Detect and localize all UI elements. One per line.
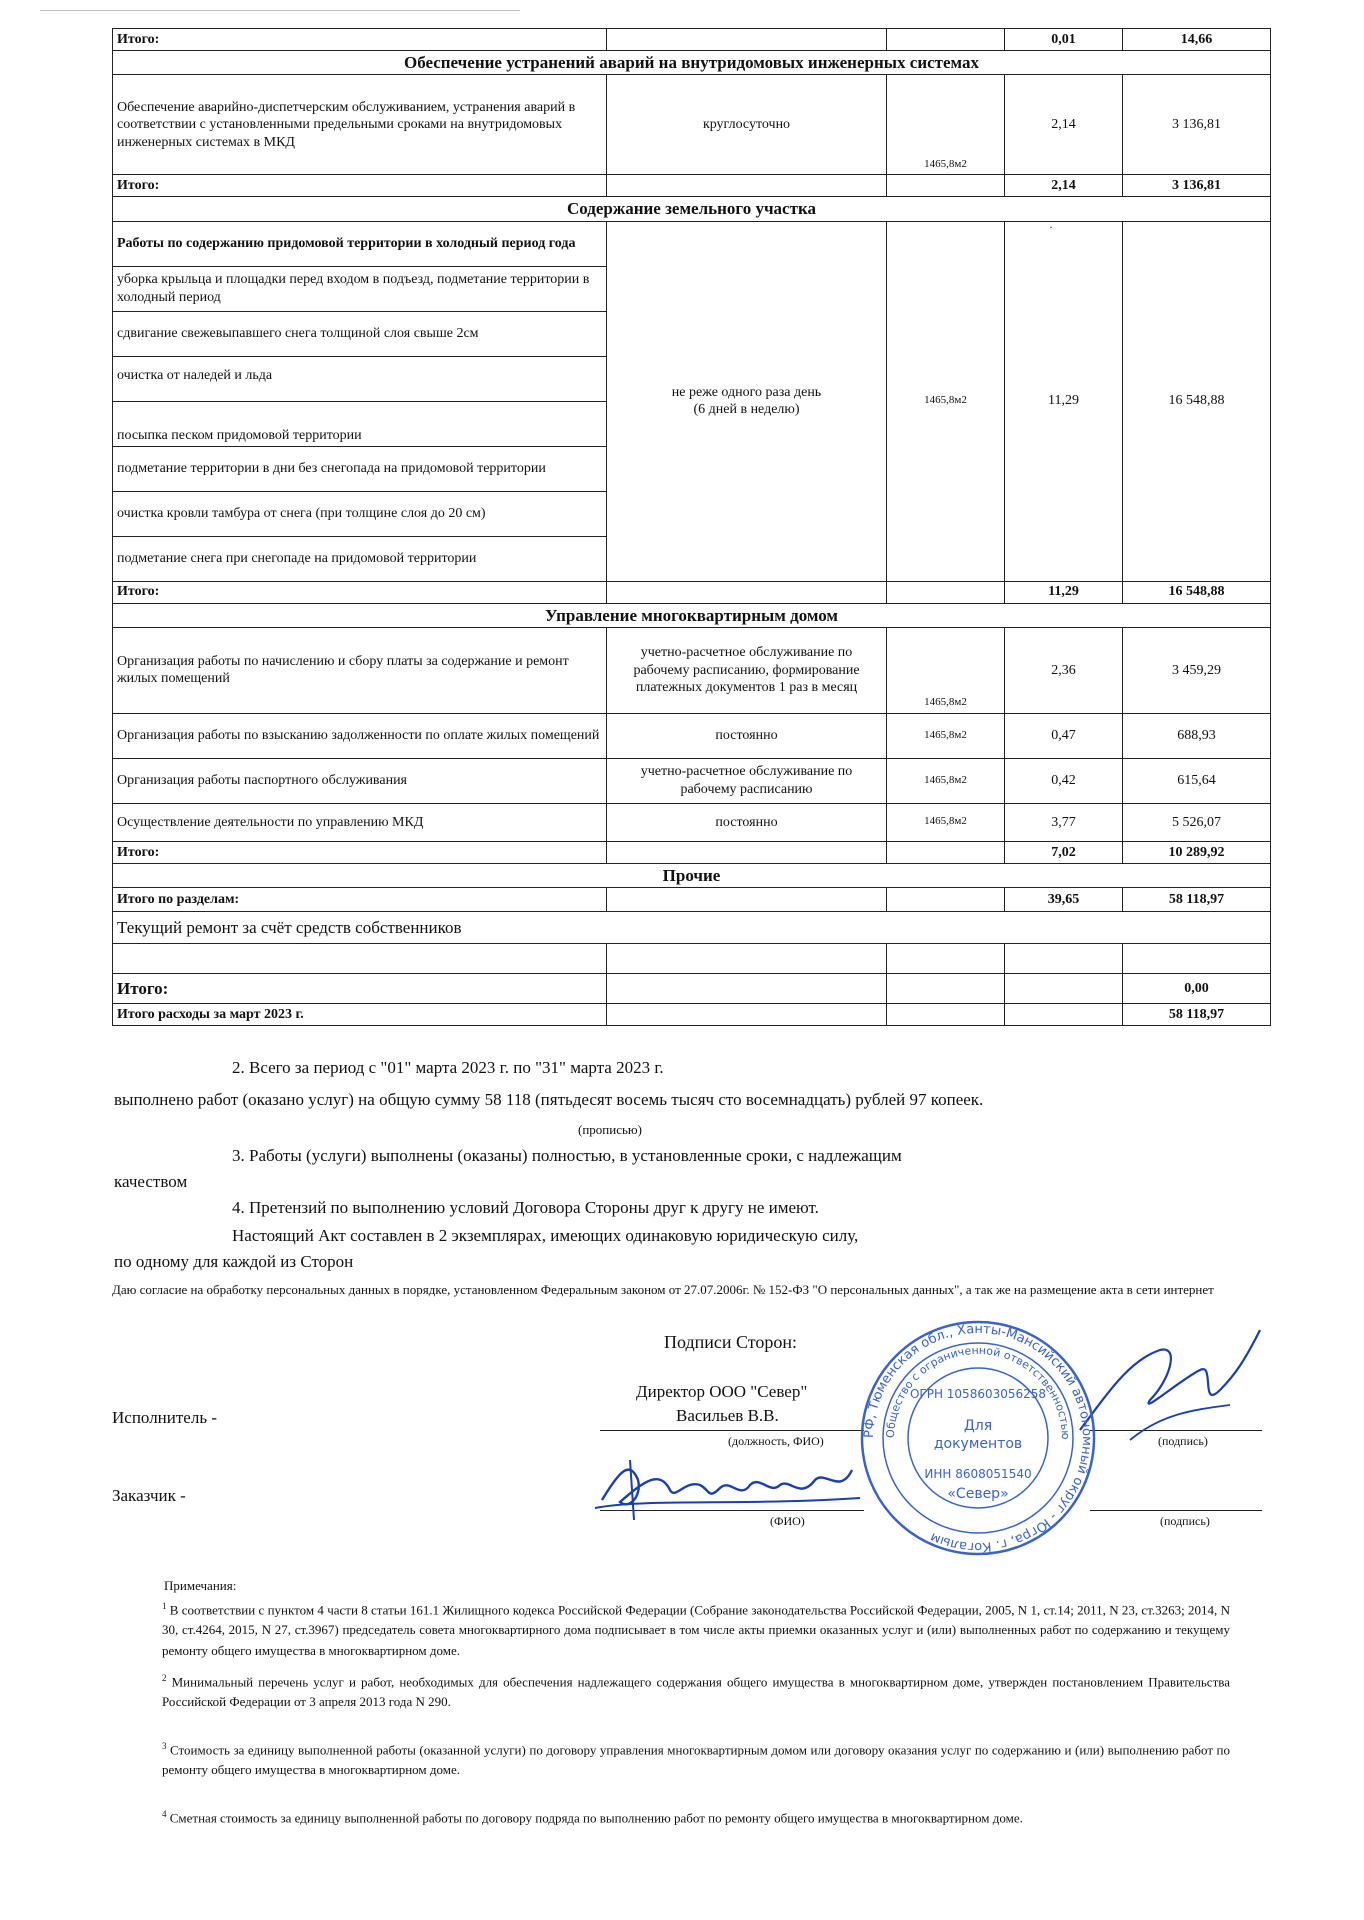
table-row: [113, 175, 1271, 197]
row-label: Итого:: [113, 581, 607, 603]
table-row: [113, 912, 1271, 944]
customer-signature: [590, 1440, 870, 1530]
cost-table: [112, 28, 1271, 1026]
note-text: Стоимость за единицу выполненной работы (оказанной услуги) по договору управления многоквартирным домом или договору оказания услуг по содержанию и (или) выполнению работ по ремонту общего имущества в многоквартирном доме.: [162, 1742, 1231, 1778]
work-name: уборка крыльца и площадки перед входом в подъезд, подметание территории в холодный период: [113, 266, 607, 311]
period-line: не реже одного раза день: [671, 384, 822, 400]
stamp-center-1: Для: [963, 1418, 993, 1434]
period-cell: постоянно: [607, 713, 887, 758]
stamp-ogrn: ОГРН 1058603056258: [909, 1387, 1047, 1401]
paragraph-3-tail: качеством: [114, 1172, 188, 1191]
work-name: Организация работы по начислению и сбору платы за содержание и ремонт жилых помещений: [113, 627, 607, 713]
table-row: [113, 29, 1271, 51]
row-label: Итого:: [113, 175, 607, 197]
work-name: Осуществление деятельности по управлению МКД: [113, 803, 607, 841]
stamp-center-2: документов: [933, 1436, 1023, 1452]
sum-cell: 14,66: [1123, 29, 1271, 51]
section-row: [113, 51, 1271, 75]
customer-sign-line: [1090, 1510, 1262, 1511]
paragraph-4: 4. Претензий по выполнению условий Договора Стороны друг к другу не имеют.: [232, 1198, 819, 1217]
area-cell: 1465,8м2: [887, 758, 1005, 803]
section-row: [113, 863, 1271, 887]
executor-position: Директор ООО "Север": [636, 1382, 808, 1401]
sign-caption-2: (подпись): [1160, 1514, 1210, 1528]
company-stamp: [858, 1318, 1098, 1558]
rate-value: 11,29: [1048, 393, 1079, 409]
dot-mark: ·: [1049, 220, 1053, 235]
rate-cell: 0,42: [1005, 758, 1123, 803]
sum-cell: 5 526,07: [1123, 803, 1271, 841]
rate-cell: 0,47: [1005, 713, 1123, 758]
period-cell: круглосуточно: [607, 75, 887, 175]
notes-title: Примечания:: [164, 1578, 237, 1593]
paragraph-2-sum: выполнено работ (оказано услуг) на общую сумму 58 118 (пятьдесят восемь тысяч сто восемнадцать) рублей 97 копеек.: [114, 1090, 984, 1109]
area-cell: 1465,8м2: [887, 75, 1005, 175]
sum-cell: 10 289,92: [1123, 841, 1271, 863]
area-cell: 1465,8м2: [887, 627, 1005, 713]
note-text: В соответствии с пунктом 4 части 8 статьи 161.1 Жилищного кодекса Российской Федерации (Собрание законодательства Российской Федерации, 2005, N 1, ст.14; 2011, N 23, ст.3263; 2014, N 30, ст.4264, 2015, N 27, ст.3967) председатель совета многоквартирного дома подписывает в том числе акты приемки оказанных услуг и (или) выполненных работ по содержанию и текущему ремонту общего имущества в многоквартирном доме.: [162, 1602, 1230, 1658]
sum-cell: 688,93: [1123, 713, 1271, 758]
table-row: [113, 713, 1271, 758]
section-row: [113, 197, 1271, 221]
section-row: [113, 603, 1271, 627]
repair-title: Текущий ремонт за счёт средств собственников: [113, 912, 1271, 944]
period-cell: учетно-расчетное обслуживание по рабочему расписанию: [607, 758, 887, 803]
section-title: Обеспечение устранений аварий на внутридомовых инженерных системах: [113, 51, 1271, 75]
rate-cell: 2,14: [1005, 75, 1123, 175]
paragraph-5-tail: по одному для каждой из Сторон: [114, 1252, 354, 1271]
rate-cell: 39,65: [1005, 888, 1123, 912]
row-label: Итого по разделам:: [113, 888, 607, 912]
sum-cell: 16 548,88: [1123, 221, 1271, 581]
table-row: [113, 841, 1271, 863]
note-marker: 3: [162, 1741, 167, 1751]
customer-label: Заказчик -: [112, 1486, 186, 1505]
note-1: [162, 1600, 1230, 1661]
stamp-name: «Север»: [947, 1486, 1009, 1502]
paragraph-5: Настоящий Акт составлен в 2 экземплярах, имеющих одинаковую юридическую силу,: [232, 1226, 859, 1245]
position-caption: (должность, ФИО): [728, 1434, 824, 1448]
section-title: Управление многоквартирным домом: [113, 603, 1271, 627]
area-cell: 1465,8м2: [887, 221, 1005, 581]
table-row: [113, 221, 1271, 266]
executor-name: Васильев В.В.: [676, 1406, 779, 1425]
period-line: (6 дней в неделю): [693, 402, 800, 417]
consent-text: Даю согласие на обработку персональных данных в порядке, установленном Федеральным законом от 27.07.2006г. № 152-ФЗ "О персональных данных", а так же на размещение акта в сети интернет: [112, 1282, 1214, 1297]
executor-signature: [1070, 1320, 1270, 1450]
work-name: Организация работы паспортного обслуживания: [113, 758, 607, 803]
sign-caption-1: (подпись): [1158, 1434, 1208, 1448]
table-row: [113, 803, 1271, 841]
top-rule: [40, 10, 520, 11]
period-cell: [607, 221, 887, 581]
row-label: Итого:: [113, 29, 607, 51]
work-name: Работы по содержанию придомовой территории в холодный период года: [113, 221, 607, 266]
section-title: Прочие: [113, 863, 1271, 887]
area-cell: 1465,8м2: [887, 713, 1005, 758]
work-name: посыпка песком придомовой территории: [113, 401, 607, 446]
stamp-outer-text: РФ, Тюменская обл., Ханты-Мансийский автономный округ - Югра, г. Когалым: [861, 1321, 1095, 1555]
row-label: Итого расходы за март 2023 г.: [113, 1004, 607, 1026]
work-name: очистка от наледей и льда: [113, 356, 607, 401]
table-row: [113, 581, 1271, 603]
work-name: подметание территории в дни без снегопада на придомовой территории: [113, 446, 607, 491]
rate-cell: 0,01: [1005, 29, 1123, 51]
work-name: сдвигание свежевыпавшего снега толщиной слоя свыше 2см: [113, 311, 607, 356]
propis-caption: (прописью): [578, 1122, 642, 1137]
rate-cell: 2,14: [1005, 175, 1123, 197]
note-marker: 2: [162, 1673, 167, 1683]
work-name: Организация работы по взысканию задолженности по оплате жилых помещений: [113, 713, 607, 758]
note-3: [162, 1740, 1230, 1781]
period-cell: учетно-расчетное обслуживание по рабочему расписанию, формирование платежных документов 1 раз в месяц: [607, 627, 887, 713]
rate-cell: 3,77: [1005, 803, 1123, 841]
table-row: [113, 1004, 1271, 1026]
table-row: [113, 758, 1271, 803]
area-cell: 1465,8м2: [887, 803, 1005, 841]
rate-cell: 2,36: [1005, 627, 1123, 713]
paragraph-2: 2. Всего за период с "01" марта 2023 г. по "31" марта 2023 г.: [232, 1058, 664, 1077]
sum-cell: 0,00: [1123, 974, 1271, 1004]
table-row: [113, 974, 1271, 1004]
row-label: Итого:: [113, 974, 607, 1004]
table-row: [113, 888, 1271, 912]
table-row: [113, 75, 1271, 175]
sum-cell: 58 118,97: [1123, 1004, 1271, 1026]
note-marker: 4: [162, 1809, 167, 1819]
sum-cell: 3 459,29: [1123, 627, 1271, 713]
section-title: Содержание земельного участка: [113, 197, 1271, 221]
stamp-inn: ИНН 8608051540: [924, 1467, 1032, 1481]
executor-line: [600, 1430, 864, 1431]
fio-caption: (ФИО): [770, 1514, 805, 1528]
work-name: Обеспечение аварийно-диспетчерским обслуживанием, устранения аварий в соответствии с установленными предельными сроками на внутридомовых инженерных системах в МКД: [113, 75, 607, 175]
paragraph-3: 3. Работы (услуги) выполнены (оказаны) полностью, в установленные сроки, с надлежащим: [232, 1146, 902, 1165]
note-2: [162, 1672, 1230, 1713]
note-text: Сметная стоимость за единицу выполненной работы по договору подряда по выполнению работ по ремонту общего имущества в многоквартирном доме.: [169, 1810, 1023, 1826]
row-label: Итого:: [113, 841, 607, 863]
rate-cell: [1005, 221, 1123, 581]
stamp-mid-text: Общество с ограниченной ответственностью: [883, 1343, 1073, 1440]
period-cell: постоянно: [607, 803, 887, 841]
signatures-title: Подписи Сторон:: [664, 1332, 798, 1352]
sum-cell: 615,64: [1123, 758, 1271, 803]
sum-cell: 16 548,88: [1123, 581, 1271, 603]
table-row: [113, 627, 1271, 713]
work-name: подметание снега при снегопаде на придомовой территории: [113, 536, 607, 581]
rate-cell: 11,29: [1005, 581, 1123, 603]
note-marker: 1: [162, 1601, 167, 1611]
work-name: очистка кровли тамбура от снега (при толщине слоя до 20 см): [113, 491, 607, 536]
note-4: [162, 1808, 1230, 1828]
sum-cell: 3 136,81: [1123, 175, 1271, 197]
executor-label: Исполнитель -: [112, 1408, 217, 1427]
note-text: Минимальный перечень услуг и работ, необходимых для обеспечения надлежащего содержания общего имущества в многоквартирном доме, утвержден постановлением Правительства Российской Федерации от 3 апреля 2013 года N 290.: [162, 1674, 1230, 1710]
sum-cell: 58 118,97: [1123, 888, 1271, 912]
table-row: [113, 944, 1271, 974]
rate-cell: 7,02: [1005, 841, 1123, 863]
sum-cell: 3 136,81: [1123, 75, 1271, 175]
